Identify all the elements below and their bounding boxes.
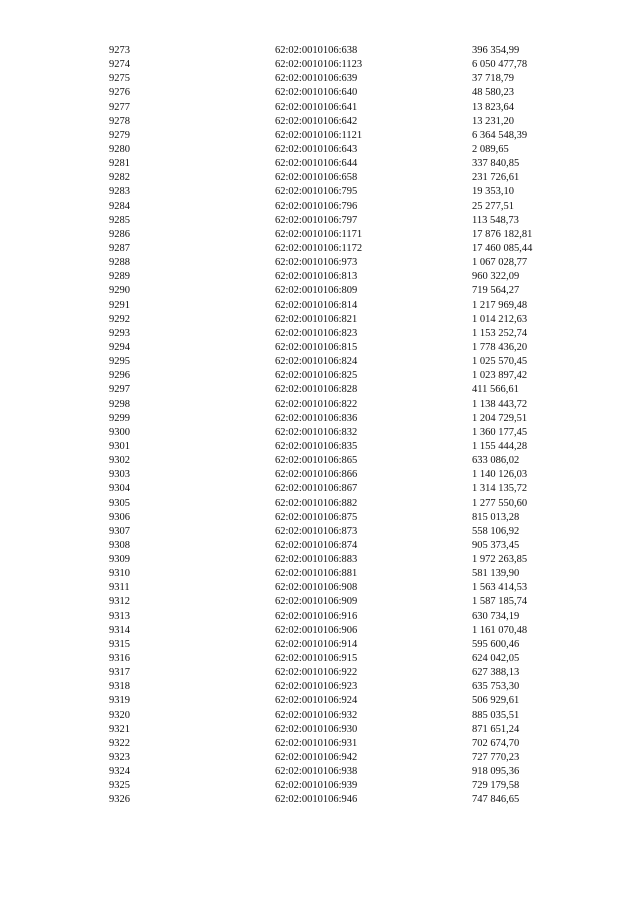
cadastral-number: 62:02:0010106:908 [275,582,358,594]
row-number: 9296 [109,370,130,382]
cadastral-number: 62:02:0010106:815 [275,341,358,353]
table-row [0,214,640,228]
row-number: 9320 [109,709,130,721]
cadastral-value: 630 734,19 [472,610,520,622]
cadastral-value: 6 050 477,78 [472,59,528,71]
table-row [0,143,640,157]
row-number: 9305 [109,497,130,509]
table-row [0,115,640,129]
cadastral-value: 885 035,51 [472,709,520,721]
cadastral-number: 62:02:0010106:873 [275,525,358,537]
row-number: 9290 [109,285,130,297]
cadastral-number: 62:02:0010106:642 [275,115,358,127]
row-number: 9323 [109,752,130,764]
cadastral-number: 62:02:0010106:644 [275,158,358,170]
cadastral-value: 1 067 028,77 [472,257,528,269]
table-row [0,694,640,708]
table-row [0,313,640,327]
row-number: 9302 [109,455,130,467]
cadastral-value: 1 138 443,72 [472,398,528,410]
table-row [0,270,640,284]
cadastral-number: 62:02:0010106:931 [275,737,358,749]
row-number: 9276 [109,87,130,99]
cadastral-number: 62:02:0010106:822 [275,398,358,410]
cadastral-number: 62:02:0010106:823 [275,327,358,339]
cadastral-value: 624 042,05 [472,653,520,665]
row-number: 9315 [109,638,130,650]
cadastral-value: 871 651,24 [472,723,520,735]
row-number: 9319 [109,695,130,707]
table-row [0,299,640,313]
table-row [0,680,640,694]
cadastral-number: 62:02:0010106:835 [275,440,358,452]
cadastral-value: 2 089,65 [472,143,509,155]
table-row [0,129,640,143]
row-number: 9278 [109,115,130,127]
cadastral-value: 1 587 185,74 [472,596,528,608]
row-number: 9275 [109,73,130,85]
cadastral-value: 17 876 182,81 [472,228,533,240]
cadastral-value: 595 600,46 [472,638,520,650]
row-number: 9308 [109,539,130,551]
table-row [0,779,640,793]
row-number: 9295 [109,356,130,368]
table-row [0,426,640,440]
cadastral-number: 62:02:0010106:932 [275,709,358,721]
table-row [0,709,640,723]
cadastral-value: 1 972 263,85 [472,554,528,566]
cadastral-value: 1 563 414,53 [472,582,528,594]
table-row [0,157,640,171]
table-row [0,101,640,115]
cadastral-number: 62:02:0010106:909 [275,596,358,608]
row-number: 9284 [109,200,130,212]
cadastral-value: 37 718,79 [472,73,514,85]
row-number: 9299 [109,412,130,424]
table-row [0,440,640,454]
cadastral-number: 62:02:0010106:973 [275,257,358,269]
cadastral-number: 62:02:0010106:942 [275,752,358,764]
cadastral-number: 62:02:0010106:643 [275,143,358,155]
cadastral-value: 627 388,13 [472,667,520,679]
table-row [0,723,640,737]
row-number: 9310 [109,568,130,580]
table-row [0,666,640,680]
table-row [0,171,640,185]
cadastral-number: 62:02:0010106:821 [275,313,358,325]
row-number: 9307 [109,525,130,537]
cadastral-number: 62:02:0010106:797 [275,214,358,226]
cadastral-value: 747 846,65 [472,794,520,806]
row-number: 9292 [109,313,130,325]
cadastral-value: 1 277 550,60 [472,497,528,509]
table-row [0,638,640,652]
row-number: 9293 [109,327,130,339]
cadastral-number: 62:02:0010106:865 [275,455,358,467]
row-number: 9318 [109,681,130,693]
table-row [0,454,640,468]
row-number: 9324 [109,766,130,778]
cadastral-value: 1 360 177,45 [472,426,528,438]
cadastral-value: 1 204 729,51 [472,412,528,424]
row-number: 9317 [109,667,130,679]
cadastral-number: 62:02:0010106:638 [275,45,358,56]
cadastral-value: 558 106,92 [472,525,520,537]
row-number: 9325 [109,780,130,792]
table-row [0,581,640,595]
cadastral-number: 62:02:0010106:923 [275,681,358,693]
table-row [0,412,640,426]
table-row [0,256,640,270]
cadastral-number: 62:02:0010106:881 [275,568,358,580]
table-row [0,228,640,242]
cadastral-number: 62:02:0010106:924 [275,695,358,707]
cadastral-number: 62:02:0010106:658 [275,172,358,184]
cadastral-value: 19 353,10 [472,186,514,198]
cadastral-value: 635 753,30 [472,681,520,693]
cadastral-value: 6 364 548,39 [472,129,528,141]
table-row [0,567,640,581]
table-row [0,793,640,807]
cadastral-value: 905 373,45 [472,539,520,551]
row-number: 9282 [109,172,130,184]
row-number: 9306 [109,511,130,523]
row-number: 9304 [109,483,130,495]
cadastral-value: 506 929,61 [472,695,520,707]
cadastral-number: 62:02:0010106:1121 [275,129,363,141]
row-number: 9309 [109,554,130,566]
cadastral-number: 62:02:0010106:939 [275,780,358,792]
row-number: 9274 [109,59,130,71]
cadastral-number: 62:02:0010106:824 [275,356,358,368]
cadastral-value: 1 314 135,72 [472,483,528,495]
cadastral-value: 1 161 070,48 [472,624,528,636]
cadastral-value: 17 460 085,44 [472,242,533,254]
row-number: 9314 [109,624,130,636]
table-row [0,497,640,511]
row-number: 9326 [109,794,130,806]
cadastral-value: 1 023 897,42 [472,370,528,382]
cadastral-number: 62:02:0010106:922 [275,667,358,679]
row-number: 9311 [109,582,130,594]
cadastral-value: 1 025 570,45 [472,356,528,368]
cadastral-value: 719 564,27 [472,285,520,297]
row-number: 9322 [109,737,130,749]
cadastral-value: 918 095,36 [472,766,520,778]
cadastral-number: 62:02:0010106:938 [275,766,358,778]
cadastral-value: 729 179,58 [472,780,520,792]
cadastral-value: 1 217 969,48 [472,299,528,311]
row-number: 9286 [109,228,130,240]
cadastral-value: 581 139,90 [472,568,520,580]
cadastral-value: 25 277,51 [472,200,514,212]
cadastral-number: 62:02:0010106:1172 [275,242,363,254]
table-row [0,737,640,751]
row-number: 9321 [109,723,130,735]
cadastral-number: 62:02:0010106:640 [275,87,358,99]
row-number: 9283 [109,186,130,198]
cadastral-value: 231 726,61 [472,172,520,184]
table-row [0,327,640,341]
row-number: 9312 [109,596,130,608]
table-row [0,185,640,199]
row-number: 9280 [109,143,130,155]
table-row [0,58,640,72]
cadastral-value: 702 674,70 [472,737,520,749]
row-number: 9285 [109,214,130,226]
cadastral-number: 62:02:0010106:875 [275,511,358,523]
row-number: 9273 [109,45,130,56]
cadastral-value: 633 086,02 [472,455,520,467]
cadastral-number: 62:02:0010106:867 [275,483,358,495]
cadastral-number: 62:02:0010106:795 [275,186,358,198]
row-number: 9298 [109,398,130,410]
table-row [0,525,640,539]
table-row [0,398,640,412]
row-number: 9289 [109,271,130,283]
row-number: 9288 [109,257,130,269]
parcel-table [0,44,640,808]
cadastral-value: 113 548,73 [472,214,519,226]
cadastral-value: 1 014 212,63 [472,313,528,325]
table-row [0,72,640,86]
cadastral-value: 815 013,28 [472,511,520,523]
row-number: 9301 [109,440,130,452]
row-number: 9287 [109,242,130,254]
row-number: 9281 [109,158,130,170]
cadastral-number: 62:02:0010106:809 [275,285,358,297]
table-row [0,553,640,567]
row-number: 9300 [109,426,130,438]
table-row [0,86,640,100]
cadastral-number: 62:02:0010106:639 [275,73,358,85]
cadastral-value: 13 823,64 [472,101,514,113]
table-row [0,369,640,383]
table-row [0,765,640,779]
table-row [0,511,640,525]
cadastral-number: 62:02:0010106:916 [275,610,358,622]
cadastral-number: 62:02:0010106:883 [275,554,358,566]
row-number: 9297 [109,384,130,396]
cadastral-number: 62:02:0010106:906 [275,624,358,636]
cadastral-number: 62:02:0010106:641 [275,101,358,113]
table-row [0,610,640,624]
table-row [0,284,640,298]
cadastral-value: 727 770,23 [472,752,520,764]
cadastral-number: 62:02:0010106:796 [275,200,358,212]
cadastral-number: 62:02:0010106:825 [275,370,358,382]
cadastral-number: 62:02:0010106:828 [275,384,358,396]
cadastral-value: 337 840,85 [472,158,520,170]
cadastral-number: 62:02:0010106:874 [275,539,358,551]
cadastral-number: 62:02:0010106:814 [275,299,358,311]
table-row [0,383,640,397]
table-row [0,242,640,256]
table-row [0,539,640,553]
table-row [0,355,640,369]
table-row [0,482,640,496]
cadastral-value: 48 580,23 [472,87,514,99]
table-row [0,595,640,609]
cadastral-value: 960 322,09 [472,271,520,283]
cadastral-number: 62:02:0010106:930 [275,723,358,735]
row-number: 9316 [109,653,130,665]
table-row [0,468,640,482]
cadastral-number: 62:02:0010106:946 [275,794,358,806]
cadastral-value: 13 231,20 [472,115,514,127]
cadastral-number: 62:02:0010106:836 [275,412,358,424]
cadastral-number: 62:02:0010106:866 [275,469,358,481]
cadastral-number: 62:02:0010106:832 [275,426,358,438]
table-row [0,624,640,638]
table-row [0,341,640,355]
table-row [0,200,640,214]
cadastral-number: 62:02:0010106:1171 [275,228,363,240]
row-number: 9291 [109,299,130,311]
cadastral-number: 62:02:0010106:914 [275,638,358,650]
cadastral-number: 62:02:0010106:882 [275,497,358,509]
cadastral-number: 62:02:0010106:813 [275,271,358,283]
cadastral-number: 62:02:0010106:1123 [275,59,363,71]
cadastral-value: 1 155 444,28 [472,440,528,452]
row-number: 9313 [109,610,130,622]
cadastral-value: 396 354,99 [472,45,520,56]
table-row [0,652,640,666]
row-number: 9277 [109,101,130,113]
row-number: 9279 [109,129,130,141]
cadastral-value: 1 153 252,74 [472,327,528,339]
cadastral-value: 411 566,61 [472,384,519,396]
table-row [0,44,640,58]
cadastral-number: 62:02:0010106:915 [275,653,358,665]
row-number: 9303 [109,469,130,481]
cadastral-value: 1 140 126,03 [472,469,528,481]
table-row [0,751,640,765]
row-number: 9294 [109,341,130,353]
cadastral-value: 1 778 436,20 [472,341,528,353]
